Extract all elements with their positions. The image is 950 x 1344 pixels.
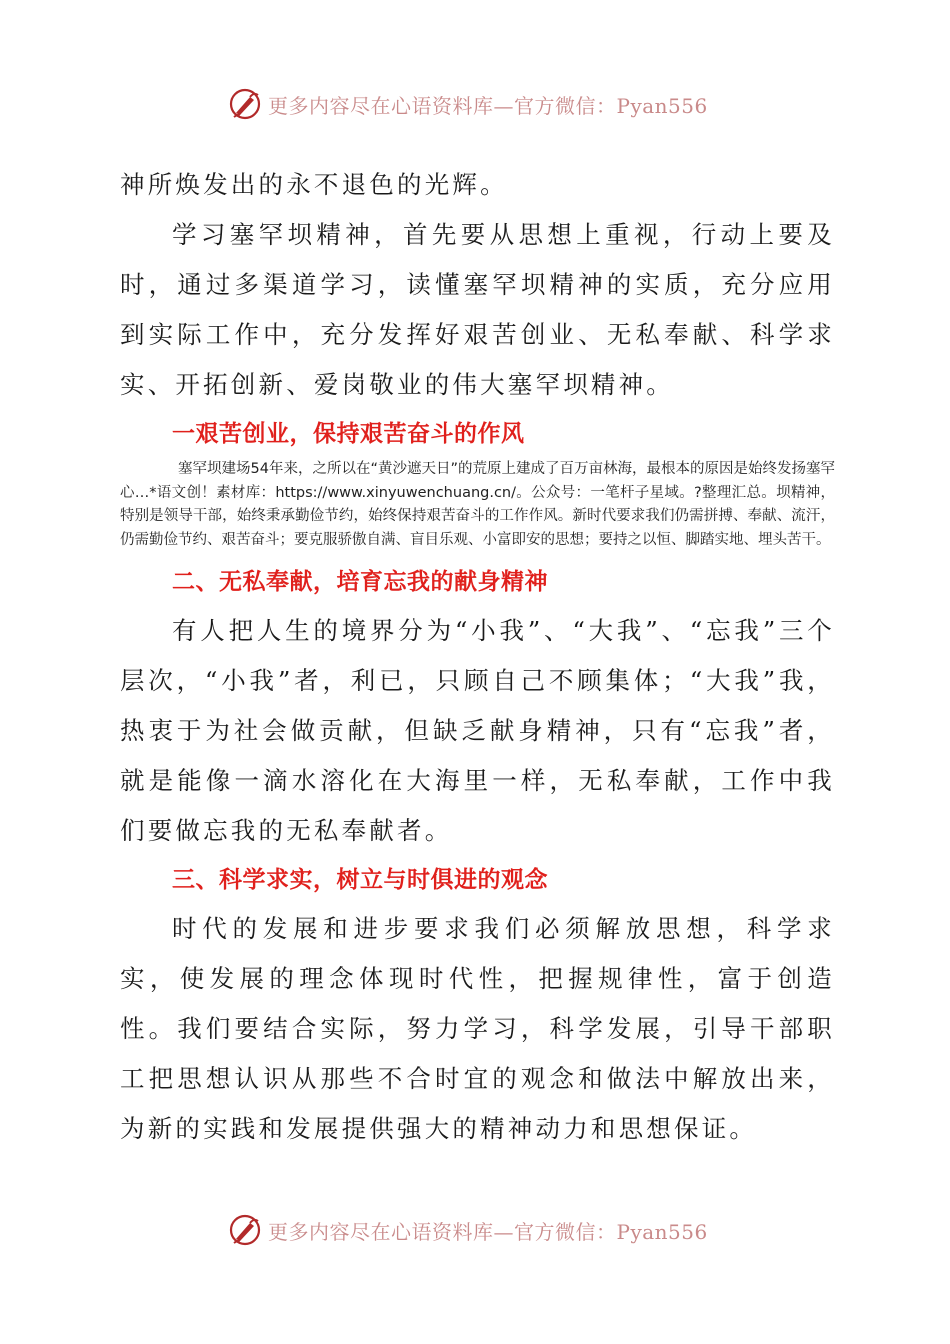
paragraph-section-3: 时代的发展和进步要求我们必须解放思想，科学求实，使发展的理念体现时代性，把握规律性，富于创造性。我们要结合实际，努力学习，科学发展，引导干部职工把思想认识从那些不合时宜的观念和做法中解放出来，为新的实践和发展提供强大的精神动力和思想保证。	[120, 914, 835, 1143]
section-heading-2: 二、无私奉献，培育忘我的献身精神	[172, 569, 548, 595]
watermark-text: 更多内容尽在心语资料库—官方微信：Pyan556	[268, 93, 708, 118]
header-watermark	[228, 84, 728, 124]
section-heading-3: 三、科学求实，树立与时俱进的观念	[172, 867, 548, 893]
watermark-text: 更多内容尽在心语资料库—官方微信：Pyan556	[268, 1219, 708, 1244]
paragraph-continuation: 神所焕发出的永不退色的光辉。	[120, 170, 508, 199]
section-heading-1: 一艰苦创业，保持艰苦奋斗的作风	[172, 421, 525, 447]
paragraph-intro: 学习塞罕坝精神，首先要从思想上重视，行动上要及时，通过多渠道学习，读懂塞罕坝精神的实质，充分应用到实际工作中，充分发挥好艰苦创业、无私奉献、科学求实、开拓创新、爱岗敬业的伟大塞罕坝精神。	[120, 220, 835, 399]
paragraph-section-1: 塞罕坝建场54年来，之所以在“黄沙遮天日”的荒原上建成了百万亩林海，最根本的原因是始终发扬塞罕心…*语文创！素材库：https://www.xinyuwenchuang.cn/。公众号：一笔杆子星域。?整理汇总。坝精神，特别是领导干部，始终秉承勤俭节约，始终保持艰苦奋斗的工作作风。新时代要求我们仍需拼搏、奉献、流汗，仍需勤俭节约、艰苦奋斗；要克服骄傲自满、盲目乐观、小富即安的思想；要持之以恒、脚踏实地、埋头苦干。	[120, 461, 835, 548]
document-body	[120, 160, 835, 1154]
paragraph-section-2: 有人把人生的境界分为“小我”、“大我”、“忘我”三个层次，“小我”者，利已，只顾自己不顾集体；“大我”我，热衷于为社会做贡献，但缺乏献身精神，只有“忘我”者，就是能像一滴水溶化在大海里一样，无私奉献，工作中我们要做忘我的无私奉献者。	[120, 616, 835, 845]
footer-watermark	[228, 1210, 728, 1250]
pen-logo-icon	[228, 1213, 262, 1247]
pen-logo-icon	[228, 87, 262, 121]
